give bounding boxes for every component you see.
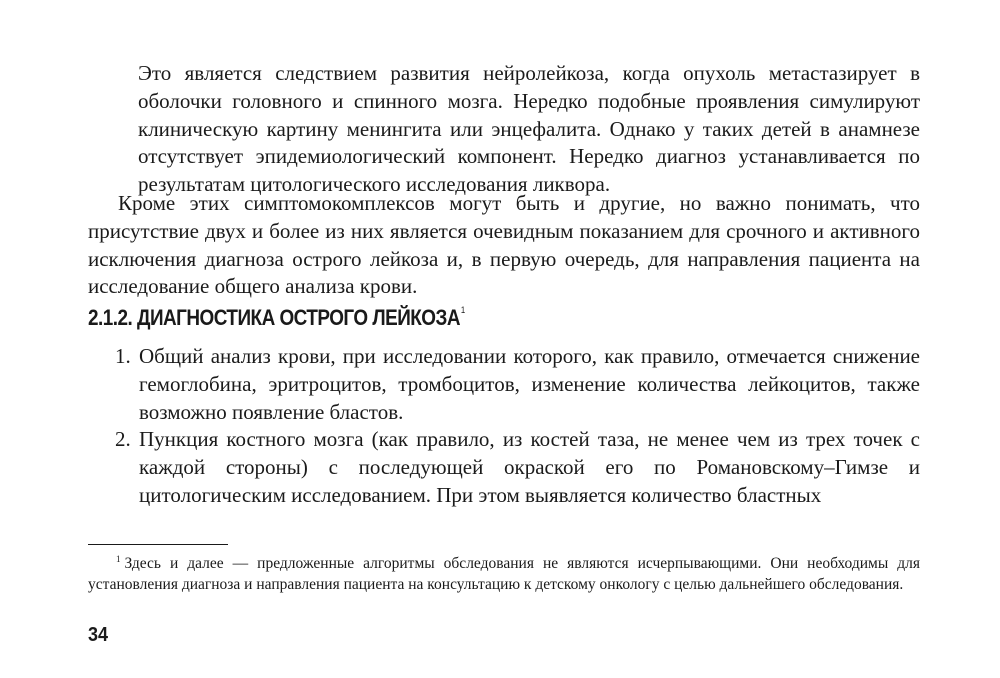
heading-footnote-marker[interactable]: 1: [460, 305, 465, 315]
list-item: [115, 426, 920, 509]
section-heading: [88, 305, 465, 331]
list-item-number: 2.: [115, 427, 131, 452]
footnote-text: Здесь и далее — предложенные алгоритмы обследования не являются исчерпывающими. Они необходимы для установления диагноза и направления пациента на консультацию к детскому онкологу с целью дальнейшего обследования.: [88, 555, 920, 593]
list-item: [115, 343, 920, 426]
list-item-number: 1.: [115, 344, 131, 368]
list-item-text: Общий анализ крови, при исследовании которого, как правило, отмечается снижение гемоглобина, эритроцитов, тромбоцитов, изменение количества лейкоцитов, также возможно появление бластов.: [139, 344, 920, 424]
list-item-text: Пункция костного мозга (как правило, из костей таза, не менее чем из трех точек с каждой стороны) с последующей окраской его по Романовскому–Гимзе и цитологическим исследованием. При этом выявляется количество бластных: [139, 427, 920, 507]
section-title: 2.1.2. ДИАГНОСТИКА ОСТРОГО ЛЕЙКОЗА: [88, 305, 460, 330]
footnote-marker: 1: [116, 554, 121, 564]
continuation-paragraph: Это является следствием развития нейролейкоза, когда опухоль метастазирует в оболочки головного и спинного мозга. Нередко подобные проявления симулируют клиническую картину менингита или энцефалита. Однако у таких детей в анамнезе отсутствует эпидемиологический компонент. Нередко диагноз устанавливается по результатам цитологического исследования ликвора.: [138, 61, 920, 197]
body-paragraph: Кроме этих симптомокомплексов могут быть и другие, но важно понимать, что присутствие двух и более из них является очевидным показанием для срочного и активного исключения диагноза острого лейкоза и, в первую очередь, для направления пациента на исследование общего анализа крови.: [88, 191, 920, 299]
page-number: 34: [88, 624, 109, 646]
footnote-separator: [88, 544, 228, 545]
diagnostics-list: [115, 343, 920, 510]
footnote: [88, 549, 920, 595]
